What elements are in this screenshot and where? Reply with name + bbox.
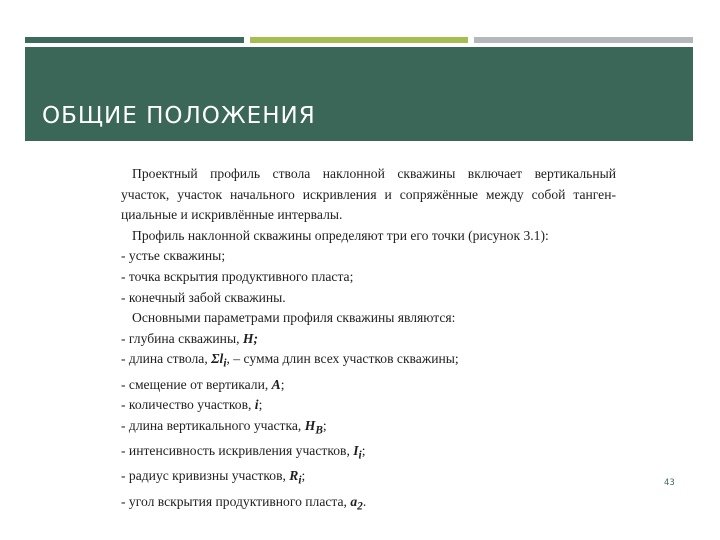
parameter-symbol: i (254, 397, 259, 413)
parameter-text: - смещение от вертикали, (121, 376, 272, 392)
parameter-item (121, 349, 616, 374)
intro-line-1: Проектный профиль ствола наклонной скважины включает вертикальный (132, 166, 616, 181)
parameter-subscript: i (358, 449, 362, 462)
parameter-suffix: . (362, 493, 367, 509)
parameter-suffix: ; (322, 417, 327, 433)
parameter-symbol: A (271, 376, 281, 392)
parameter-item (121, 395, 616, 416)
parameter-symbol: H (304, 417, 316, 433)
parameter-item (121, 329, 616, 350)
title-banner (25, 47, 693, 141)
parameter-symbol: H (242, 330, 254, 346)
top-accent-stripes (25, 37, 693, 43)
intro-line-3: циальные и искривлённые интервалы. (121, 207, 343, 223)
list-item: - точка вскрытия продуктивного пласта; (121, 268, 354, 284)
parameter-suffix: ; (301, 468, 306, 484)
parameter-item (121, 492, 616, 517)
accent-stripe-gray (474, 37, 693, 43)
slide-title: ОБЩИЕ ПОЛОЖЕНИЯ (42, 103, 316, 129)
parameter-text: - длина ствола, (121, 351, 212, 367)
list-item: - конечный забой скважины. (121, 289, 286, 305)
parameter-text: - угол вскрытия продуктивного пласта, (121, 493, 351, 509)
parameter-symbol: a (350, 493, 358, 509)
parameter-suffix: , – сумма длин всех участков скважины; (226, 351, 459, 367)
parameter-item (121, 416, 616, 441)
page-number: 43 (664, 478, 675, 488)
parameter-suffix: ; (253, 330, 259, 346)
parameter-suffix: ; (280, 376, 285, 392)
parameter-item (121, 375, 616, 396)
parameter-subscript: B (315, 424, 323, 437)
parameter-subscript: i (223, 358, 227, 371)
slide-body (121, 164, 616, 517)
parameter-symbol: Σl (211, 351, 224, 367)
accent-stripe-dark (25, 37, 244, 43)
parameter-text: - глубина скважины, (121, 330, 243, 346)
list-item: - устье скважины; (121, 248, 226, 264)
parameter-item (121, 441, 616, 466)
parameter-subscript: 2 (357, 500, 363, 513)
parameters-heading: Основными параметрами профиля скважины являются: (132, 310, 456, 326)
intro-line-2: участок, участок начального искривления и сопряжённые между собой танген- (121, 186, 616, 202)
parameter-symbol: I (353, 443, 359, 459)
accent-stripe-green (250, 37, 468, 43)
parameter-symbol: R (289, 468, 299, 484)
parameter-text: - интенсивность искривления участков, (121, 443, 354, 459)
parameter-suffix: ; (258, 397, 263, 413)
parameter-subscript: i (298, 475, 302, 488)
parameter-text: - количество участков, (121, 397, 255, 413)
parameter-item (121, 466, 616, 491)
parameter-text: - длина вертикального участка, (121, 417, 305, 433)
profile-points-heading: Профиль наклонной скважины определяют три его точки (рисунок 3.1): (132, 227, 549, 243)
parameter-text: - радиус кривизны участков, (121, 468, 290, 484)
parameter-suffix: ; (361, 443, 366, 459)
